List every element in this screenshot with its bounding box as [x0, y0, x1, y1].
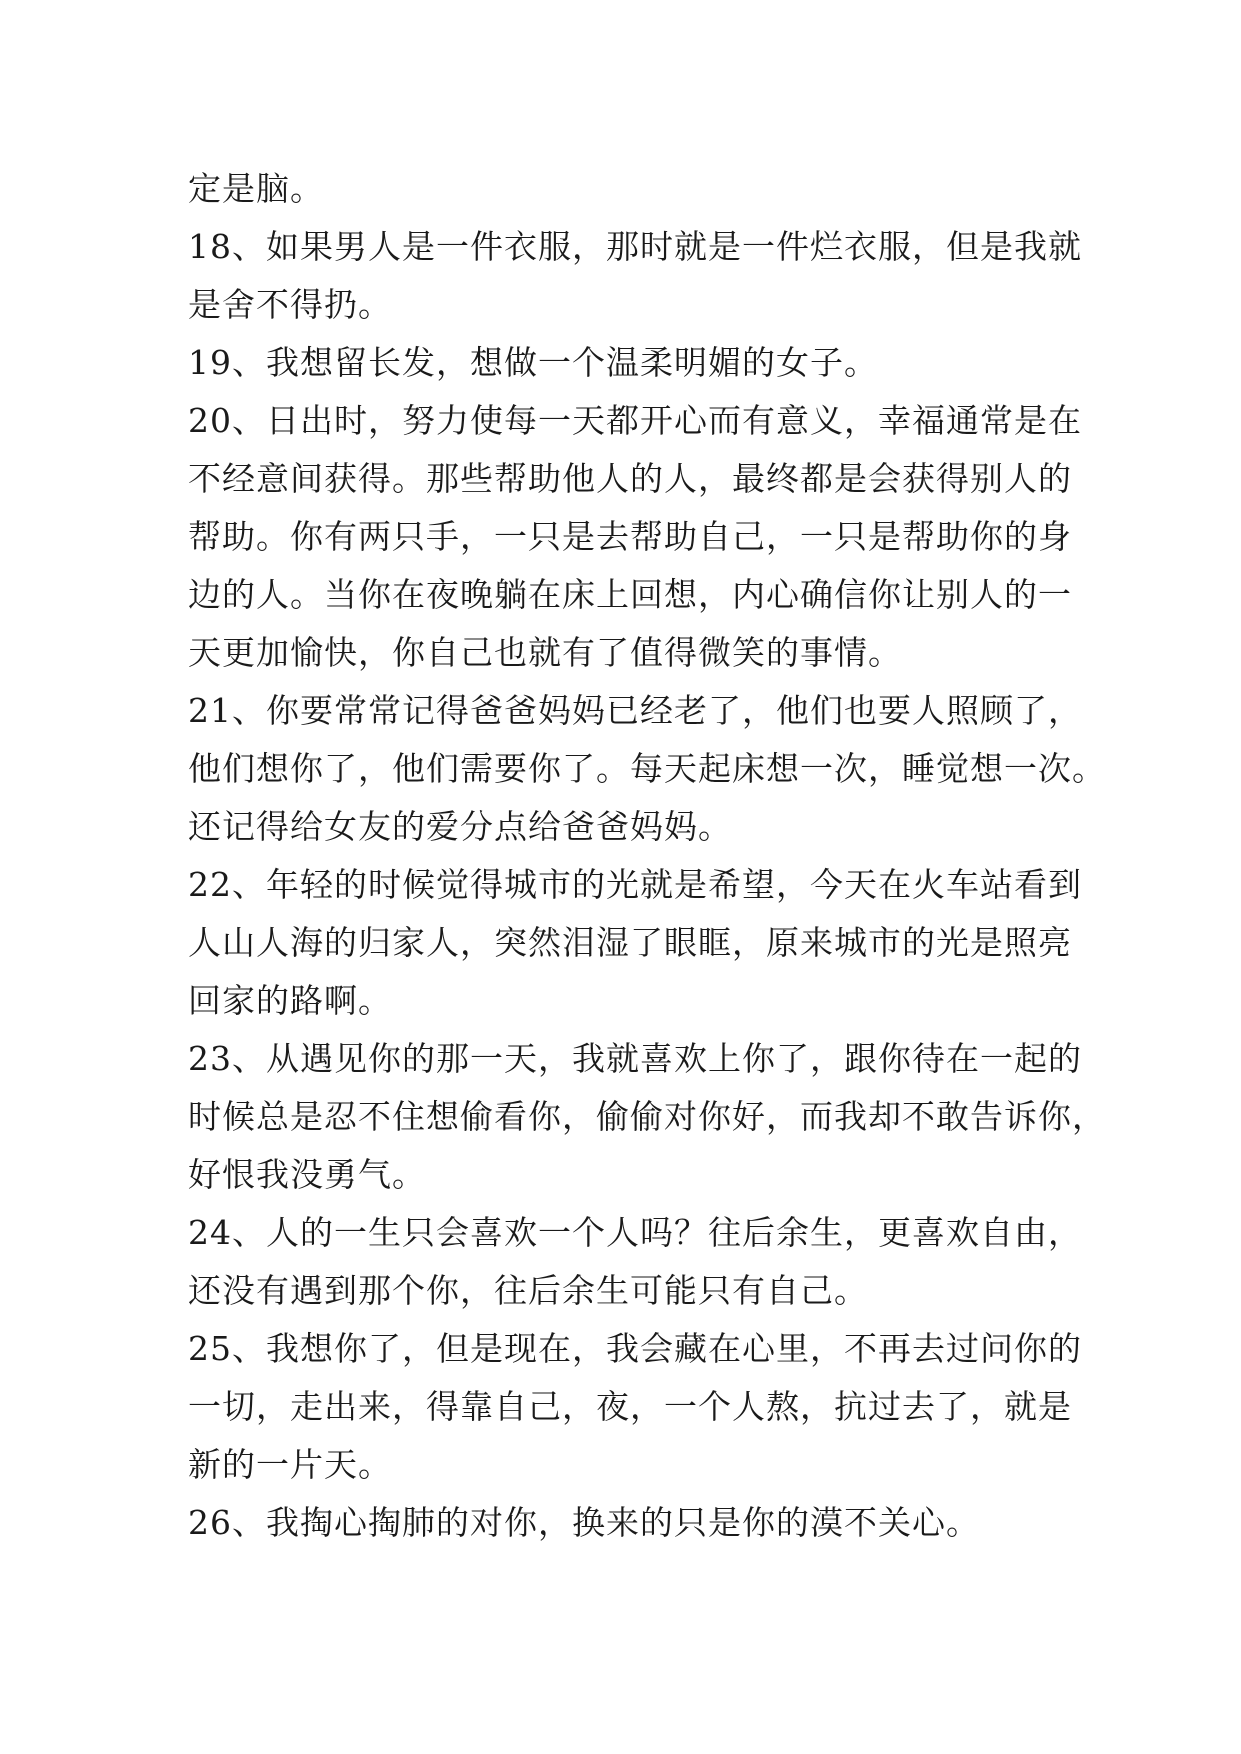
text-line: 不经意间获得。那些帮助他人的人，最终都是会获得别人的	[188, 459, 1072, 498]
text-line: 他们想你了，他们需要你了。每天起床想一次，睡觉想一次。	[188, 749, 1106, 788]
text-line: 19、我想留长发，想做一个温柔明媚的女子。	[188, 343, 878, 382]
text-line: 还记得给女友的爱分点给爸爸妈妈。	[188, 807, 732, 846]
text-line: 22、年轻的时候觉得城市的光就是希望，今天在火车站看到	[188, 865, 1082, 904]
text-line: 帮助。你有两只手，一只是去帮助自己，一只是帮助你的身	[188, 517, 1072, 556]
text-line: 24、人的一生只会喜欢一个人吗？往后余生，更喜欢自由，	[188, 1213, 1082, 1252]
body-text	[188, 160, 1106, 1552]
text-line: 新的一片天。	[188, 1445, 392, 1484]
text-line: 天更加愉快，你自己也就有了值得微笑的事情。	[188, 633, 902, 672]
text-line: 好恨我没勇气。	[188, 1155, 426, 1194]
text-line: 一切，走出来，得靠自己，夜，一个人熬，抗过去了，就是	[188, 1387, 1072, 1426]
text-line: 25、我想你了，但是现在，我会藏在心里，不再去过问你的	[188, 1329, 1082, 1368]
text-line: 21、你要常常记得爸爸妈妈已经老了，他们也要人照顾了，	[188, 691, 1082, 730]
text-line: 26、我掏心掏肺的对你，换来的只是你的漠不关心。	[188, 1503, 980, 1542]
text-line: 是舍不得扔。	[188, 285, 392, 324]
text-line: 20、日出时，努力使每一天都开心而有意义，幸福通常是在	[188, 401, 1082, 440]
text-line: 23、从遇见你的那一天，我就喜欢上你了，跟你待在一起的	[188, 1039, 1082, 1078]
text-line: 人山人海的归家人，突然泪湿了眼眶，原来城市的光是照亮	[188, 923, 1072, 962]
text-line: 时候总是忍不住想偷看你，偷偷对你好，而我却不敢告诉你，	[188, 1097, 1106, 1136]
text-line: 还没有遇到那个你，往后余生可能只有自己。	[188, 1271, 868, 1310]
text-line: 定是脑。	[188, 169, 324, 208]
text-line: 回家的路啊。	[188, 981, 392, 1020]
text-line: 18、如果男人是一件衣服，那时就是一件烂衣服，但是我就	[188, 227, 1082, 266]
text-line: 边的人。当你在夜晚躺在床上回想，内心确信你让别人的一	[188, 575, 1072, 614]
